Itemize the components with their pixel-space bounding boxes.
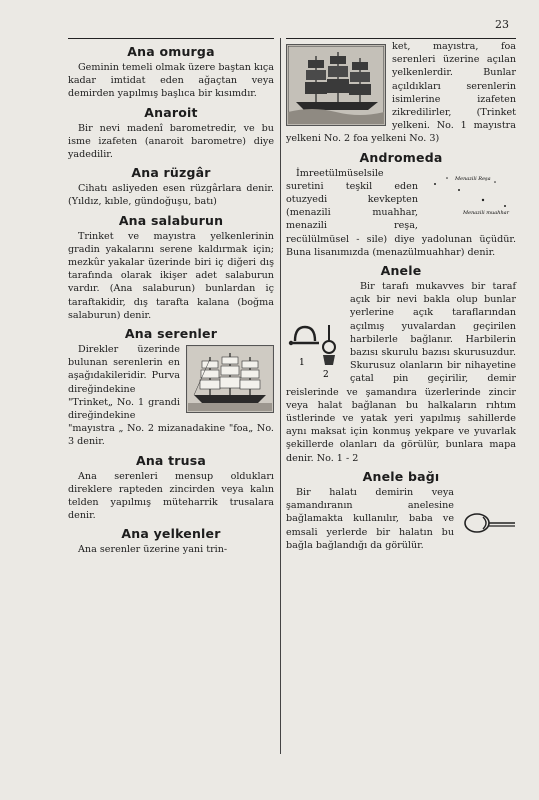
entry-title: Ana yelkenler	[121, 526, 221, 542]
sailing-ship-illustration	[186, 345, 274, 413]
entry-text: Geminin temeli olmak üzere baştan kıça kadar imtidat eden ağaçtan veya demirden yapılmış başlıca bir kısımdır.	[68, 62, 274, 100]
entry-ana-salaburun	[68, 213, 274, 322]
left-column	[68, 38, 274, 561]
entry-title: Anele	[380, 263, 422, 279]
column-divider	[280, 38, 281, 754]
right-column	[286, 38, 516, 556]
constellation-label-2: Menazili muahhar	[463, 209, 510, 216]
page-number: 23	[495, 18, 509, 31]
entry-title: Ana trusa	[135, 452, 207, 468]
entry-text: Bir tarafı mukavves bir taraf açık bir nevi bakla olup bunlar yerlerine açık taraflarından açılmış yuvalardan geçirilen harbilerle bağlanır. Harbilerin bazısı skurulu bazısı skurusuzdur. Skurusuz olanların bir nihayetine çatal pin geçirilir, demir reislerinde ve şamandıra üzerlerinde zincir veya halat bağlanan bu halkaların rıhtım üstlerinde ve yatak yeri yapılmış sahillerde aynı maksat için konmuş yekpare ve yuvarlak şekillerde olanları da görülür, bunlara mapa denir. No. 1 - 2	[286, 281, 516, 464]
shackle-illustration	[286, 320, 344, 380]
entry-ana-trusa	[68, 453, 274, 523]
knot-illustration	[460, 508, 516, 538]
entry-ana-yelkenler	[68, 526, 274, 556]
continued-text: ket, mayıstra, foa serenleri üzerine açılan yelkenlerdir. Bunlar açıldıkları serenlerin isimlerine izafeten zikredilirler, (Trinket yelkeni. No. 1 mayıstra yelkeni No. 2 foa yelkeni No. 3)	[286, 41, 516, 145]
entry-title: Ana omurga	[127, 44, 215, 59]
entry-text: Ana serenleri mensup oldukları direklere rapteden zincirden veya kalın telden yapılmış müteharrik trusalara denir.	[68, 470, 274, 522]
entry-anaroit	[68, 105, 274, 162]
svg-text:1: 1	[299, 358, 305, 369]
sailing-ship-illustration	[286, 44, 386, 126]
entry-title: Andromeda	[359, 149, 443, 165]
entry-title: Ana serenler	[124, 326, 218, 342]
entry-anele	[286, 263, 516, 465]
entry-anele-bagi	[286, 469, 516, 552]
entry-title: Ana rüzgâr	[131, 165, 211, 181]
entry-text: Ana serenler üzerine yani trin-	[78, 544, 228, 556]
entry-title: Ana salaburun	[118, 212, 224, 228]
entry-text: Cihatı asliyeden esen rüzgârlara denir. (Yıldız, kıble, gündoğuşu, batı)	[68, 183, 274, 208]
entry-text-before-figure: Direkler üzerinde bulunan serenlerin en aşağıdakileridir. Purva direğindekine "Trinket„ No. 1 grandi direğindekine	[68, 344, 180, 422]
entry-title: Anaroit	[144, 104, 198, 120]
entry-text: İmreetülmüselsile suretini teşkil eden otuzyedi kevkepten (menazili muahhar, menazili reşa, recülülmüsel - sile) diye yadolunan üçüdür. Buna lisanımızda (menazülmuahhar) denir.	[286, 167, 516, 258]
entry-text-after-figure: "mayıstra „ No. 2 mizanadakine "foa„ No. 3 denir.	[68, 423, 274, 448]
constellation-label-1: Menazili Reşa	[455, 175, 491, 182]
entry-text: Bir nevi madenî barometredir, ve bu isme izafeten (anaroit barometre) diye yadedilir.	[68, 122, 274, 161]
entry-ana-ruzgar	[68, 165, 274, 208]
entry-text: Trinket ve mayıstra yelkenlerinin gradin yakalarını serene kaldırmak için; mezkûr yakalar üzerinde biri iç diğeri dış tarafında olarak ikişer adet salaburun vardır. (Ana salaburun) bunlardan iç taraftakidir, dış tarafta kalana (boğma salaburun) denir.	[68, 230, 274, 321]
entry-andromeda	[286, 150, 516, 259]
entry-ana-serenler	[68, 326, 274, 449]
entry-text: Bir halatı demirin veya şamandıranın anelesine bağlamakta kullanılır, baba ve emsali yerlerde bir halatın bu bağla bağlandığı da görülür.	[286, 486, 454, 551]
entry-title: Anele bağı	[362, 468, 440, 484]
entry-ana-omurga	[68, 44, 274, 101]
constellation-diagram	[424, 169, 516, 219]
svg-text:2: 2	[323, 370, 329, 380]
